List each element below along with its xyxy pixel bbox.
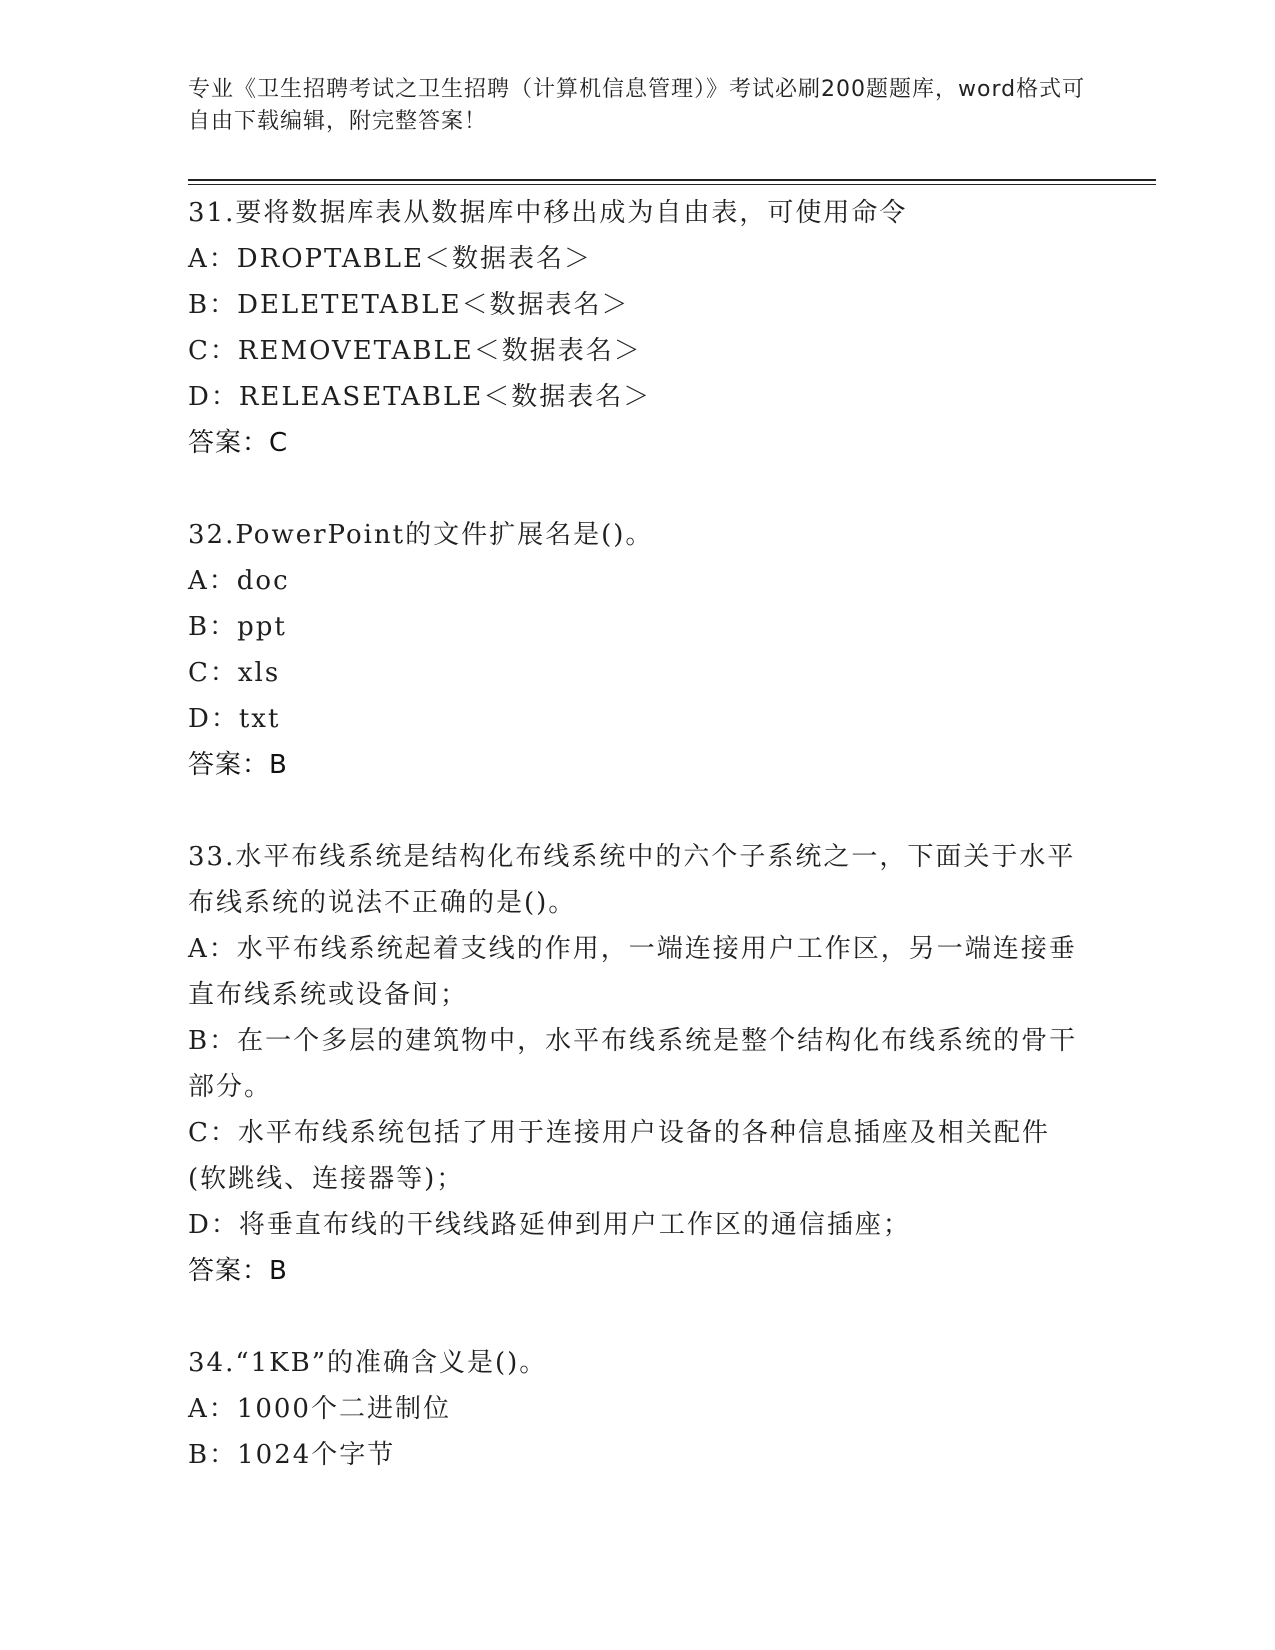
answer: 答案：C [188, 428, 289, 458]
question-34 [188, 1340, 1088, 1478]
option-a: A：DROPTABLE＜数据表名＞ [188, 244, 593, 274]
option-c: C：xls [188, 658, 281, 688]
question-stem: 34.“1KB”的准确含义是()。 [188, 1348, 548, 1378]
option-d: D：将垂直布线的干线线路延伸到用户工作区的通信插座； [188, 1210, 911, 1240]
option-b: B：ppt [188, 612, 287, 642]
option-d: D：txt [188, 704, 281, 734]
option-b: B：在一个多层的建筑物中，水平布线系统是整个结构化布线系统的骨干部分。 [188, 1026, 1078, 1102]
option-c: C：REMOVETABLE＜数据表名＞ [188, 336, 642, 366]
option-c: C：水平布线系统包括了用于连接用户设备的各种信息插座及相关配件(软跳线、连接器等)； [188, 1118, 1050, 1194]
question-stem: 33.水平布线系统是结构化布线系统中的六个子系统之一，下面关于水平布线系统的说法不正确的是()。 [188, 842, 1076, 918]
header-divider-thin [188, 184, 1156, 185]
option-b: B：1024个字节 [188, 1440, 396, 1470]
option-a: A：doc [188, 566, 290, 596]
header-divider [188, 179, 1156, 181]
question-33 [188, 834, 1088, 1294]
document-header: 专业《卫生招聘考试之卫生招聘（计算机信息管理）》考试必刷200题题库，word格式可自由下载编辑，附完整答案！ [188, 77, 1086, 134]
question-stem: 31.要将数据库表从数据库中移出成为自由表，可使用命令 [188, 198, 908, 228]
question-31 [188, 190, 1088, 466]
option-a: A：水平布线系统起着支线的作用，一端连接用户工作区，另一端连接垂直布线系统或设备间； [188, 934, 1077, 1010]
answer: 答案：B [188, 1256, 288, 1286]
question-stem: 32.PowerPoint的文件扩展名是()。 [188, 520, 654, 550]
question-32 [188, 512, 1088, 788]
option-a: A：1000个二进制位 [188, 1394, 451, 1424]
answer: 答案：B [188, 750, 288, 780]
option-d: D：RELEASETABLE＜数据表名＞ [188, 382, 652, 412]
question-list [188, 190, 1088, 1524]
option-b: B：DELETETABLE＜数据表名＞ [188, 290, 630, 320]
